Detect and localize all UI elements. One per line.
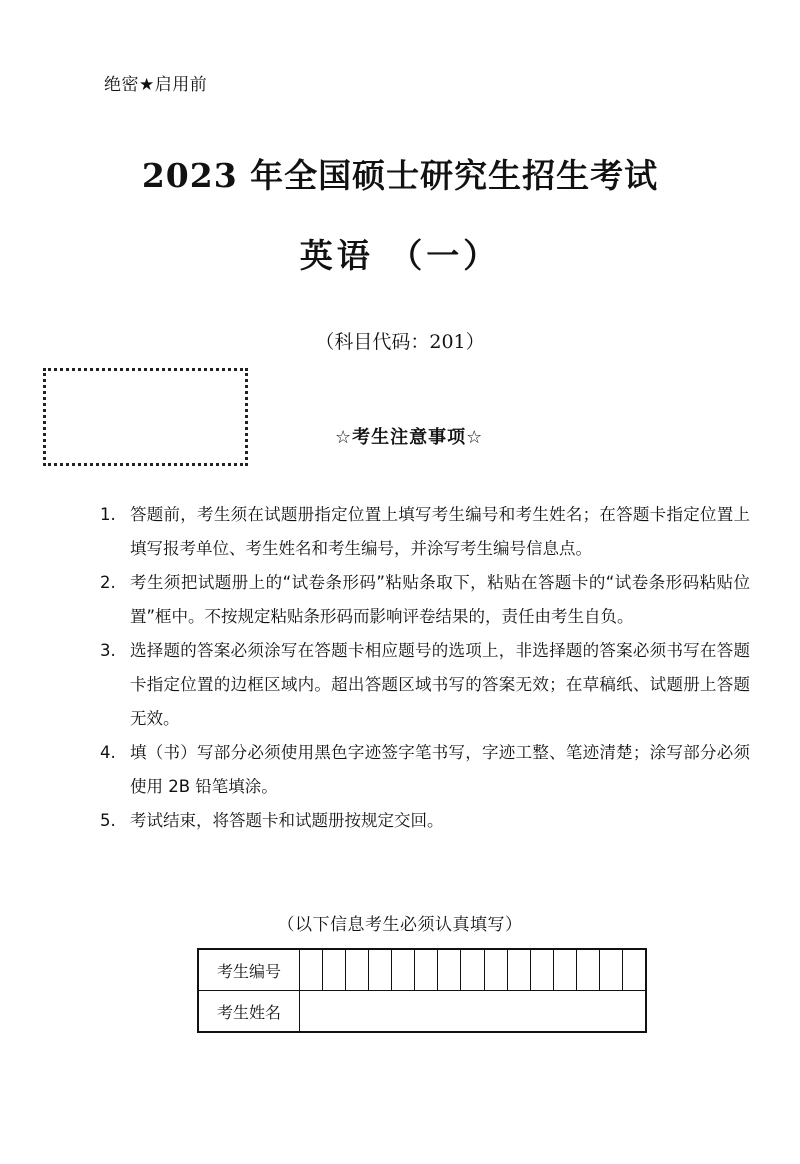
confidential-label: 绝密★启用前 xyxy=(104,75,208,95)
candidate-number-label: 考生编号 xyxy=(198,949,300,991)
candidate-name-field[interactable] xyxy=(300,991,647,1033)
exam-title: 2023 年全国硕士研究生招生考试 xyxy=(141,156,659,195)
candidate-number-row xyxy=(198,949,646,991)
exam-subject: 英语 （一） xyxy=(299,236,501,275)
notice-item xyxy=(100,736,750,804)
notice-item-text: 考生须把试题册上的“试卷条形码”粘贴条取下，粘贴在答题卡的“试卷条形码粘贴位置”框中。不按规定粘贴条形码而影响评卷结果的，责任由考生自负。 xyxy=(130,573,750,626)
candidate-number-cell[interactable] xyxy=(415,949,438,991)
notice-heading: ☆考生注意事项☆ xyxy=(335,427,484,448)
candidate-number-cell[interactable] xyxy=(622,949,646,991)
candidate-number-cell[interactable] xyxy=(300,949,323,991)
notice-item xyxy=(100,498,750,566)
candidate-name-label: 考生姓名 xyxy=(198,991,300,1033)
candidate-number-cell[interactable] xyxy=(553,949,576,991)
candidate-number-cell[interactable] xyxy=(576,949,599,991)
notice-item-number: 1. xyxy=(100,505,116,524)
candidate-number-cell[interactable] xyxy=(392,949,415,991)
candidate-number-cell[interactable] xyxy=(484,949,507,991)
candidate-number-cell[interactable] xyxy=(369,949,392,991)
info-form-caption: （以下信息考生必须认真填写） xyxy=(277,915,523,935)
notice-item-number: 5. xyxy=(100,811,116,830)
notice-item xyxy=(100,804,750,838)
notice-item-text: 答题前，考生须在试题册指定位置上填写考生编号和考生姓名；在答题卡指定位置上填写报考单位、考生姓名和考生编号，并涂写考生编号信息点。 xyxy=(130,505,750,558)
notice-item-number: 4. xyxy=(100,743,116,762)
candidate-number-cell[interactable] xyxy=(323,949,346,991)
notice-item-text: 考试结束，将答题卡和试题册按规定交回。 xyxy=(130,811,444,830)
subject-code: （科目代码：201） xyxy=(315,331,485,353)
candidate-number-cell[interactable] xyxy=(507,949,530,991)
candidate-info-table xyxy=(197,948,647,1033)
candidate-number-cell[interactable] xyxy=(599,949,622,991)
candidate-number-cell[interactable] xyxy=(438,949,461,991)
notice-item-number: 3. xyxy=(100,641,116,660)
notice-item-text: 选择题的答案必须涂写在答题卡相应题号的选项上，非选择题的答案必须书写在答题卡指定位置的边框区域内。超出答题区域书写的答案无效；在草稿纸、试题册上答题无效。 xyxy=(130,641,750,728)
candidate-number-cell[interactable] xyxy=(346,949,369,991)
notice-item xyxy=(100,566,750,634)
candidate-name-row xyxy=(198,991,646,1033)
notice-list xyxy=(100,498,750,838)
candidate-number-cell[interactable] xyxy=(461,949,484,991)
notice-item xyxy=(100,634,750,736)
notice-item-number: 2. xyxy=(100,573,116,592)
notice-item-text: 填（书）写部分必须使用黑色字迹签字笔书写，字迹工整、笔迹清楚；涂写部分必须使用 2B 铅笔填涂。 xyxy=(130,743,750,796)
candidate-number-cell[interactable] xyxy=(530,949,553,991)
barcode-placement-box xyxy=(43,368,248,466)
